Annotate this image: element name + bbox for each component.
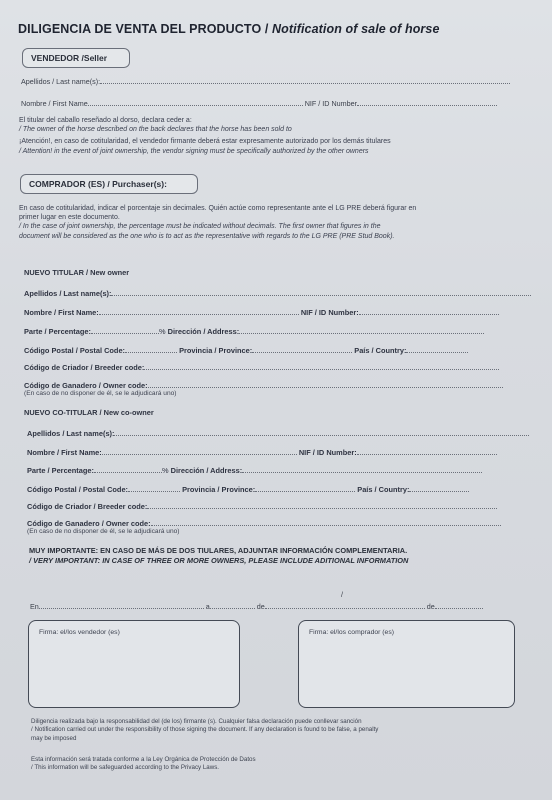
year-label: de bbox=[426, 602, 435, 611]
co-owner-province-label: Provincia / Province: bbox=[182, 485, 256, 494]
date-slash: / bbox=[341, 590, 343, 599]
co-owner-code-field[interactable] bbox=[27, 518, 501, 528]
co-owner-breeder-field[interactable] bbox=[27, 501, 497, 511]
owner-country-label: País / Country: bbox=[354, 346, 407, 355]
co-owner-postal-field[interactable] bbox=[27, 484, 469, 494]
co-owner-code-note: (En caso de no disponer de él, se le adjudicará uno) bbox=[27, 528, 180, 535]
purchaser-note bbox=[19, 204, 539, 241]
co-owner-name-field[interactable] bbox=[27, 447, 497, 457]
owner-name-field[interactable] bbox=[24, 307, 499, 317]
seller-name-field[interactable] bbox=[21, 98, 497, 108]
owner-name-label: Nombre / First Name: bbox=[24, 308, 99, 317]
owner-postal-field[interactable] bbox=[24, 345, 468, 355]
owner-surname-label: Apellidos / Last name(s): bbox=[24, 289, 112, 298]
owner-postal-label: Código Postal / Postal Code: bbox=[24, 346, 126, 355]
seller-signature-label: Firma: el/los vendedor (es) bbox=[39, 629, 120, 636]
co-owner-name-label: Nombre / First Name: bbox=[27, 448, 102, 457]
declaration-es: El titular del caballo reseñado al dorso, declara ceder a: bbox=[19, 117, 192, 124]
buyer-signature-label: Firma: el/los comprador (es) bbox=[309, 629, 394, 636]
responsibility-note bbox=[31, 718, 511, 743]
purchaser-note-en-2: document will be considered as the one who is to act as the representative with regards to the LG PRE (PRE Stud Book). bbox=[19, 232, 395, 240]
co-owner-percentage-label: Parte / Percentage: bbox=[27, 466, 94, 475]
responsibility-es: Diligencia realizada bajo la responsabilidad del (de los) firmante (s). Cualquier falsa declaración puede conllevar sanción bbox=[31, 718, 362, 725]
co-owner-percentage-field[interactable] bbox=[27, 465, 482, 475]
owner-breeder-field[interactable] bbox=[24, 362, 499, 372]
co-owner-nif-label: NIF / ID Number: bbox=[298, 448, 357, 457]
important-note-en: / VERY IMPORTANT: IN CASE OF THREE OR MORE OWNERS, PLEASE INCLUDE ADITIONAL INFORMATION bbox=[29, 556, 409, 565]
seller-surname-field[interactable] bbox=[21, 76, 510, 86]
co-owner-address-label: Dirección / Address: bbox=[170, 466, 243, 475]
responsibility-en-1: / Notification carried out under the responsibility of those signing the document. If any declaration is found to be false, a penalty bbox=[31, 726, 379, 734]
new-owner-heading: NUEVO TITULAR / New owner bbox=[24, 268, 130, 277]
seller-declaration bbox=[19, 116, 534, 156]
purchaser-note-es-2: primer lugar en este documento. bbox=[19, 214, 120, 222]
place-date-field[interactable] bbox=[30, 601, 483, 611]
purchaser-note-en-1: / In the case of joint ownership, the percentage must be indicated without decimals. The first owner that figures in the bbox=[19, 223, 381, 231]
co-owner-surname-field[interactable] bbox=[27, 428, 529, 438]
privacy-en: / This information will be safeguarded according to the Privacy Laws. bbox=[31, 764, 220, 772]
owner-surname-field[interactable] bbox=[24, 288, 531, 298]
co-owner-breeder-label: Código de Criador / Breeder code: bbox=[27, 502, 148, 511]
warning-en: / Attention! in the event of joint ownership, the vendor signing must be specifically authorized by the other owners bbox=[19, 147, 369, 155]
important-note-es: MUY IMPORTANTE: EN CASO DE MÁS DE DOS TIULARES, ADJUNTAR INFORMACIÓN COMPLEMENTARIA. bbox=[29, 546, 408, 555]
owner-address-label: Dirección / Address: bbox=[167, 327, 240, 336]
seller-signature-box[interactable] bbox=[28, 620, 240, 708]
responsibility-en-2: may be imposed bbox=[31, 734, 77, 742]
title-english: Notification of sale of horse bbox=[272, 22, 440, 36]
month-label: de bbox=[256, 602, 265, 611]
owner-percentage-label: Parte / Percentage: bbox=[24, 327, 91, 336]
owner-percentage-field[interactable] bbox=[24, 326, 484, 336]
title-spanish: DILIGENCIA DE VENTA DEL PRODUCTO / bbox=[18, 22, 269, 36]
owner-code-field[interactable] bbox=[24, 380, 503, 390]
privacy-es: Esta información será tratada conforme a la Ley Orgánica de Protección de Datos bbox=[31, 756, 256, 763]
owner-code-note: (En caso de no disponer de él, se le adjudicará uno) bbox=[24, 390, 177, 397]
seller-name-label: Nombre / First Name bbox=[21, 99, 88, 108]
owner-percent-sign: % bbox=[158, 327, 166, 336]
co-owner-code-label: Código de Ganadero / Owner code: bbox=[27, 519, 151, 528]
owner-province-label: Provincia / Province: bbox=[179, 346, 253, 355]
form-title bbox=[18, 22, 440, 36]
place-label: En bbox=[30, 602, 39, 611]
day-label: a bbox=[205, 602, 210, 611]
buyer-signature-box[interactable] bbox=[298, 620, 515, 708]
co-owner-country-label: País / Country: bbox=[357, 485, 410, 494]
co-owner-percent-sign: % bbox=[161, 466, 169, 475]
co-owner-surname-label: Apellidos / Last name(s): bbox=[27, 429, 115, 438]
owner-nif-label: NIF / ID Number: bbox=[300, 308, 359, 317]
co-owner-postal-label: Código Postal / Postal Code: bbox=[27, 485, 129, 494]
warning-es: ¡Atención!, en caso de cotitularidad, el vendedor firmante deberá estar expresamente autorizado por los demás titulares bbox=[19, 138, 391, 146]
seller-nif-label: NIF / ID Number bbox=[304, 99, 358, 108]
co-owner-heading: NUEVO CO-TITULAR / New co-owner bbox=[24, 408, 154, 417]
owner-breeder-label: Código de Criador / Breeder code: bbox=[24, 363, 145, 372]
purchaser-section-label: COMPRADOR (ES) / Purchaser(s): bbox=[20, 174, 198, 194]
owner-code-label: Código de Ganadero / Owner code: bbox=[24, 381, 148, 390]
seller-section-label: VENDEDOR /Seller bbox=[22, 48, 130, 68]
declaration-en: / The owner of the horse described on the back declares that the horse has been sold to bbox=[19, 126, 292, 134]
purchaser-note-es-1: En caso de cotitularidad, indicar el porcentaje sin decimales. Quién actúe como representante ante el LG PRE deberá figurar en bbox=[19, 205, 417, 212]
privacy-note bbox=[31, 756, 511, 773]
seller-surname-label: Apellidos / Last name(s): bbox=[21, 77, 101, 86]
